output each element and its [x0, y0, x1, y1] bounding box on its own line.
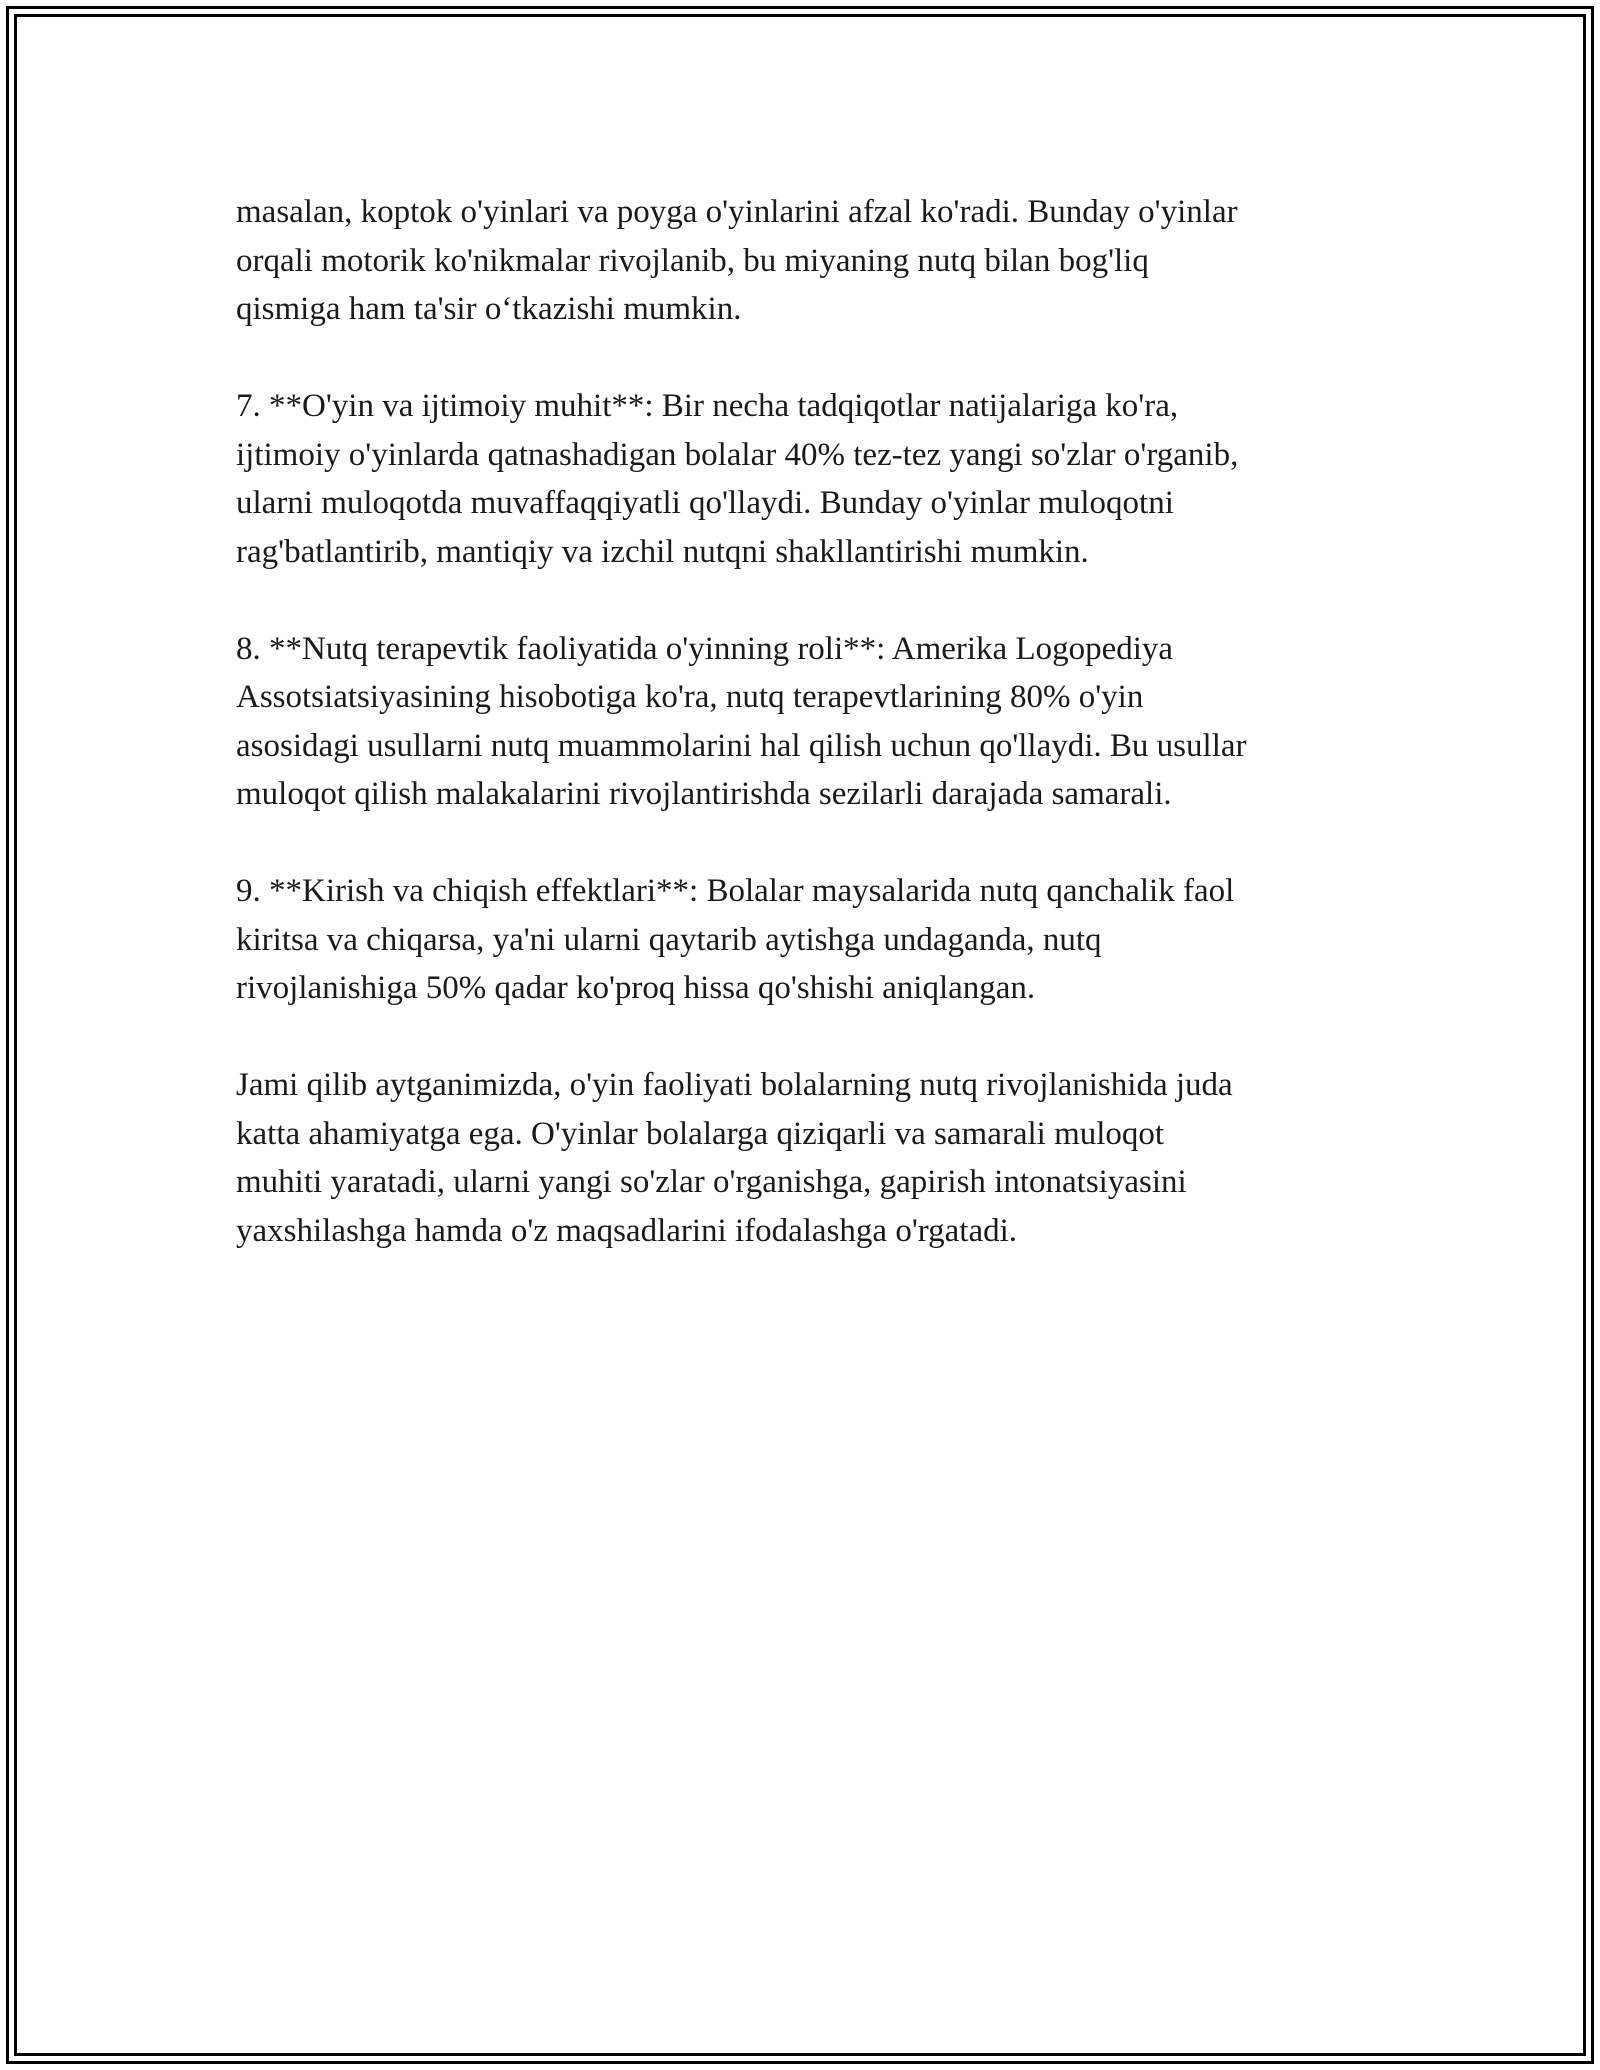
- paragraph-item-8: 8. **Nutq terapevtik faoliyatida o'yinning roli**: Amerika Logopediya Assotsiatsiyasining hisobotiga ko'ra, nutq terapevtlarining 80% o'yin asosidagi usullarni nutq muammolarini hal qilish uchun qo'llaydi. Bu usullar muloqot qilish malakalarini rivojlantirishda sezilarli darajada samarali.: [236, 630, 1247, 812]
- paragraph-item-9: 9. **Kirish va chiqish effektlari**: Bolalar maysalarida nutq qanchalik faol kiritsa va chiqarsa, ya'ni ularni qaytarib aytishga undaganda, nutq rivojlanishiga 50% qadar ko'proq hissa qo'shishi aniqlangan.: [236, 873, 1235, 1006]
- paragraph-conclusion: Jami qilib aytganimizda, o'yin faoliyati bolalarning nutq rivojlanishida juda katta ahamiyatga ega. O'yinlar bolalarga qiziqarli va samarali muloqot muhiti yaratadi, ularni yangi so'zlar o'rganishga, gapirish intonatsiyasini yaxshilashga hamda o'z maqsadlarini ifodalashga o'rgatadi.: [236, 1067, 1233, 1249]
- page-body: [236, 188, 1386, 1255]
- paragraph-item-7: 7. **O'yin va ijtimoiy muhit**: Bir necha tadqiqotlar natijalariga ko'ra, ijtimoiy o'yinlarda qatnashadigan bolalar 40% tez-tez yangi so'zlar o'rganib, ularni muloqotda muvaffaqqiyatli qo'llaydi. Bunday o'yinlar muloqotni rag'batlantirib, mantiqiy va izchil nutqni shakllantirishi mumkin.: [236, 388, 1239, 570]
- paragraph-continuation: masalan, koptok o'yinlari va poyga o'yinlarini afzal ko'radi. Bunday o'yinlar orqali motorik ko'nikmalar rivojlanib, bu miyaning nutq bilan bog'liq qismiga ham ta'sir o‘tkazishi mumkin.: [236, 194, 1238, 327]
